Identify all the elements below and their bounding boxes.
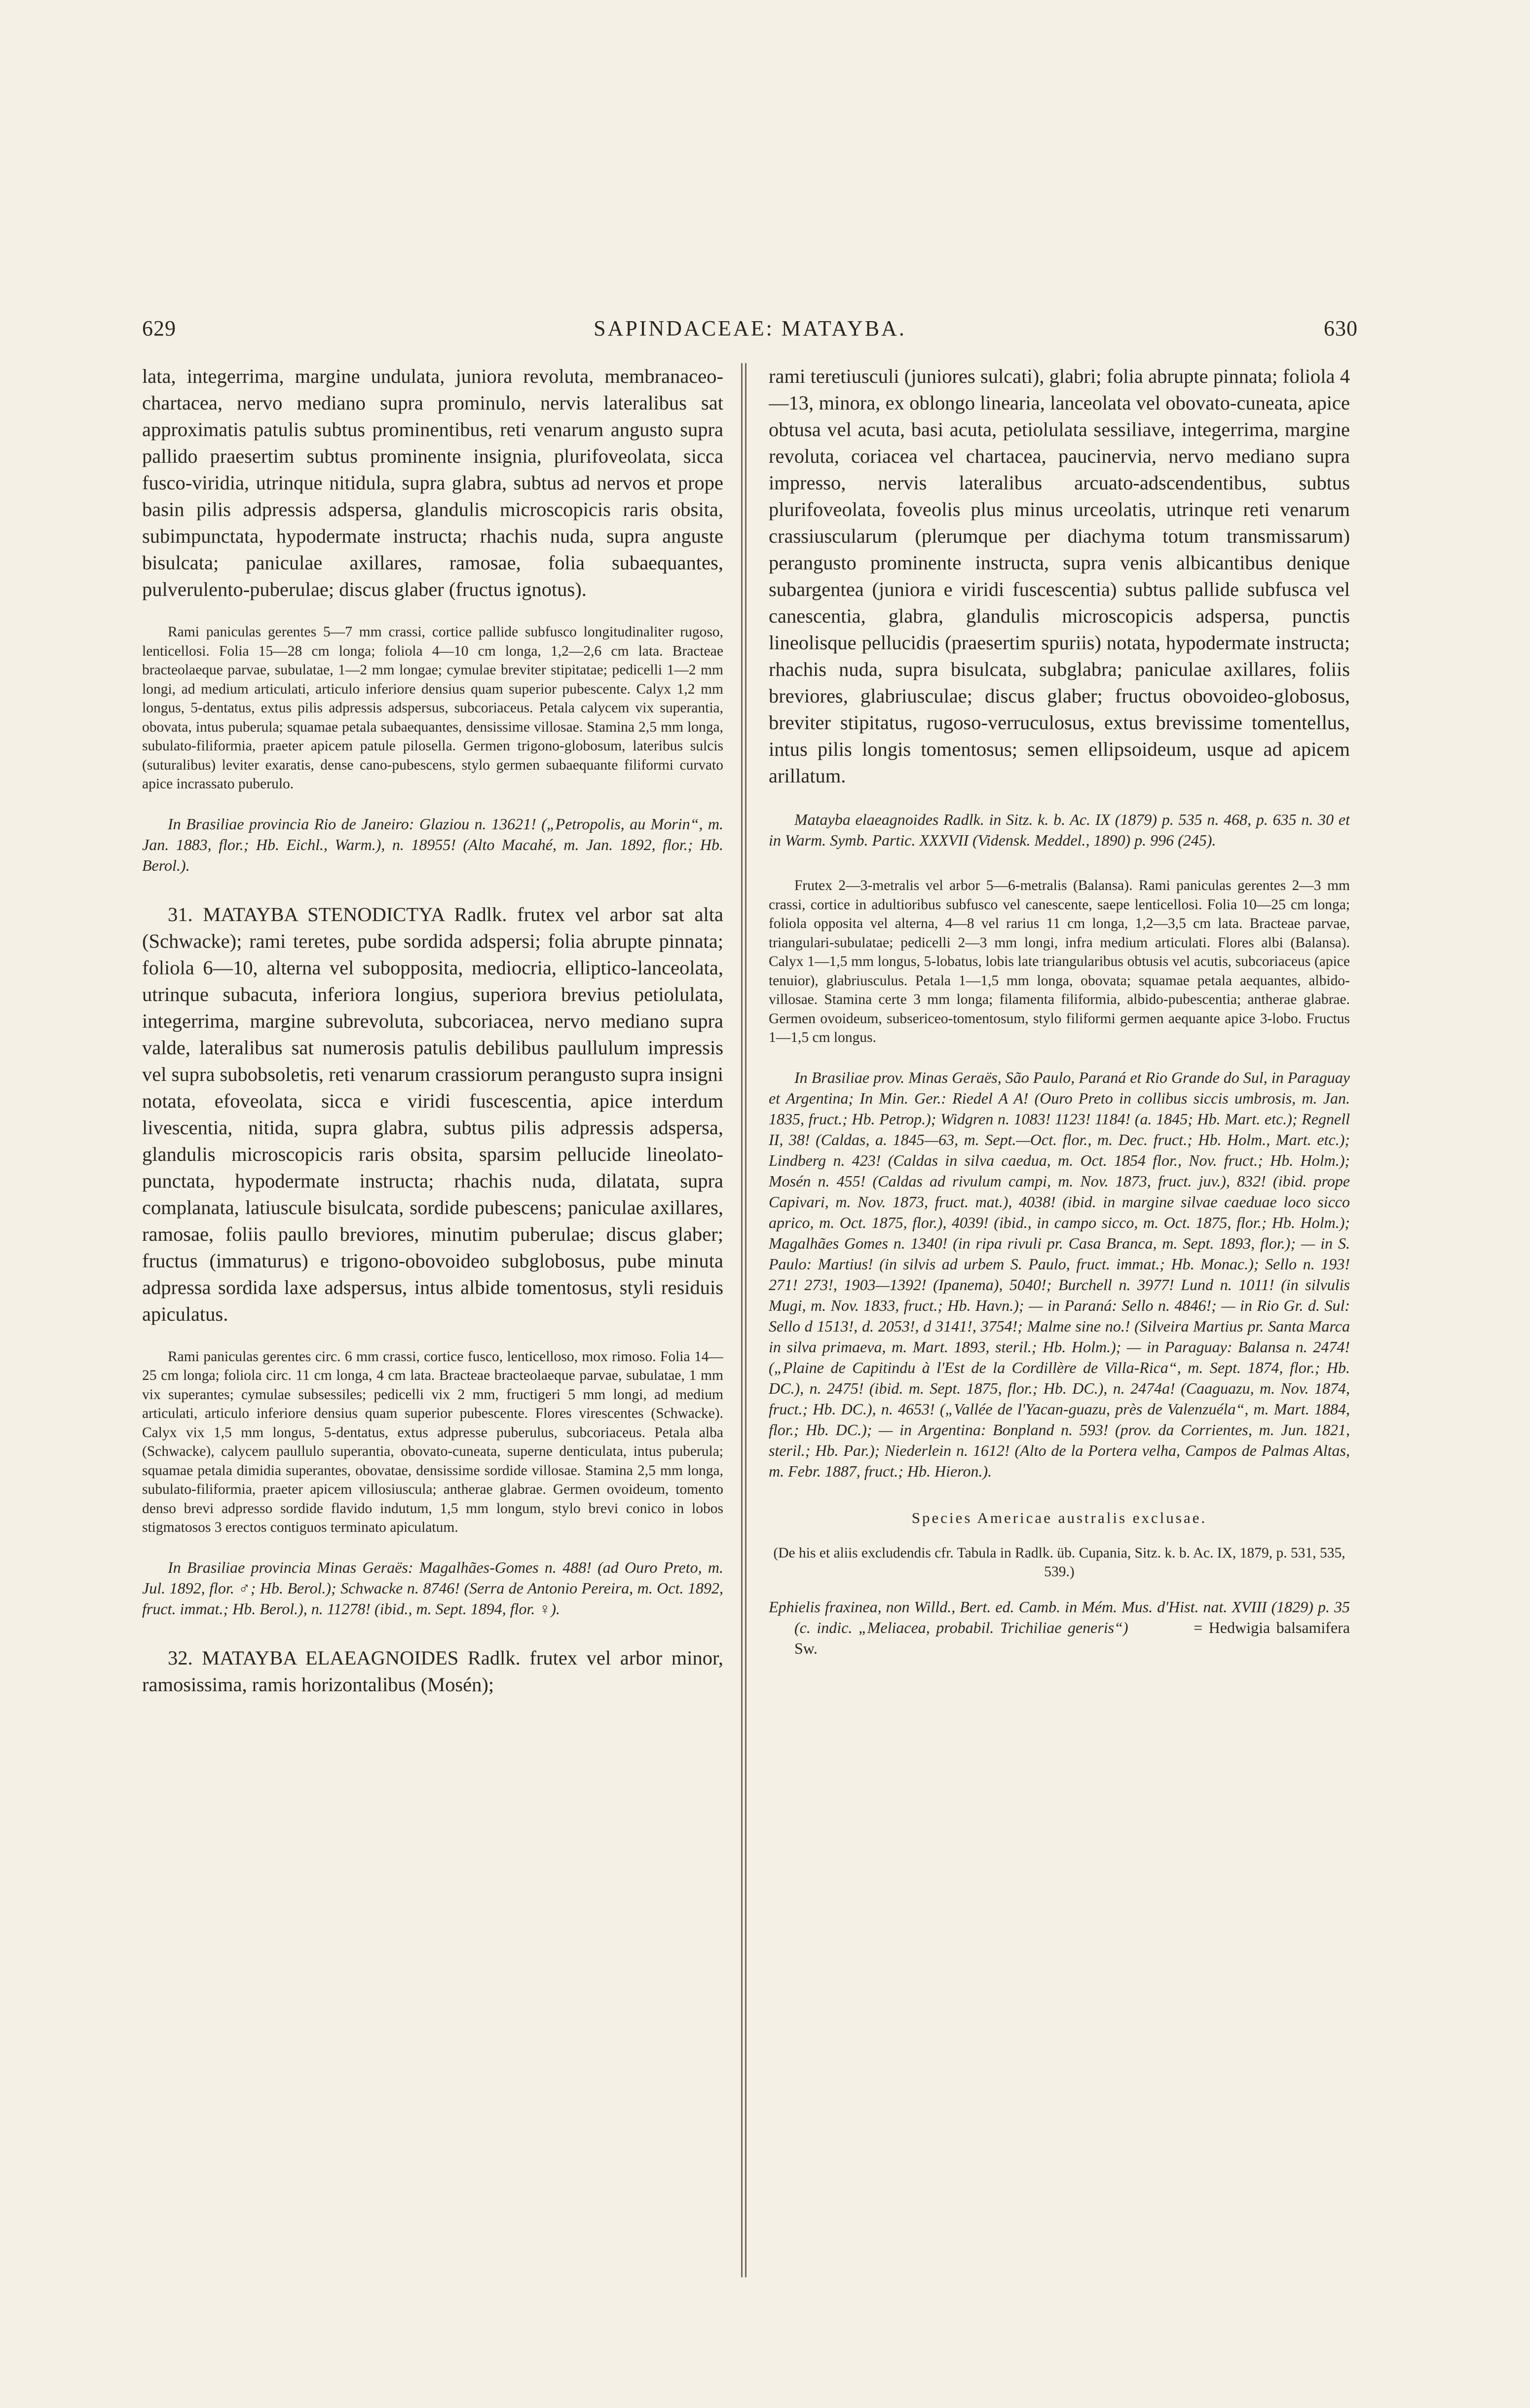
species-32-citation: Matayba elaeagnoides Radlk. in Sitz. k. b. Ac. IX (1879) p. 535 n. 468, p. 635 n. 30 et in Warm. Symb. Partic. XXXVII (Vidensk. Meddel., 1890) p. 996 (245). bbox=[769, 811, 1350, 849]
species-31-description: 31. MATAYBA STENODICTYA Radlk. frutex vel arbor sat alta (Schwacke); rami teretes, pube sordida adspersi; folia abrupte pinnata; foliola 6—10, alterna vel subopposita, mediocria, elliptico-lanceolata, utrinque subacuta, inferiora longius, superiora brevius petiolulata, integerrima, margine subrevoluta, subcoriacea, nervo mediano supra valde, lateralibus sat numerosis patulis debilibus paullulum impressis vel supra subobsoletis, reti venarum crassiorum perangusto supra insigni notata, efoveolata, sicca e viridi fuscescentia, apice interdum livescentia, nitida, supra glabra, subtus pilis adpressis adspersa, glandulis microscopicis raris obsita, sparsim pellucide lineolato-punctata, hypodermate instructa; rhachis nuda, dilatata, supra complanata, latiuscule bisulcata, sordide pubescens; paniculae axillares, ramosae, foliis paullo breviores, minutim puberulae; discus glaber; fructus (immaturus) e trigono-obovoideo subglobosus, pube minuta adpressa sordida laxe adspersus, intus albide tomentosus, styli residuis apiculatus. bbox=[142, 903, 723, 1325]
detail-paragraph-stenodictya-prev: Rami paniculas gerentes 5—7 mm crassi, cortice pallide subfusco longitudinaliter rugoso, lenticellosi. Folia 15—28 cm longa; foliola 4—10 cm longa, 1,2—2,6 cm lata. Bracteae bracteolaeque parvae, subulatae, 1—2 mm longae; cymulae breviter stipitatae; pedicelli 1—2 mm longi, ad medium articulati, articulo inferiore densius quam superior pubescente. Calyx 1,2 mm longus, 5-dentatus, extus pilis adpressis adspersus, subcoriaceus. Petala calycem vix superantia, obovata, intus puberula; squamae petala subaequantes, densissime villosae. Stamina 2,5 mm longa, subulato-filiformia, praeter apicem patule pilosella. Germen trigono-globosum, lateribus sulcis (suturalibus) leviter exaratis, dense cano-pubescens, stylo germen subaequante filiformi curvato apice incrassato puberulo. bbox=[142, 624, 723, 792]
excluded-species-synonym: = Hedwigia balsamifera Sw. bbox=[794, 1618, 1350, 1657]
species-31-details: Rami paniculas gerentes circ. 6 mm crassi, cortice fusco, lenticelloso, mox rimoso. Folia 14—25 cm longa; foliola circ. 11 cm longa, 4 cm lata. Bracteae bracteolaeque parvae, subulatae, 1 mm vix superantes; cymulae subsessiles; pedicelli vix 2 mm, fructigeri 5 mm longi, ad medium articulati, articulo inferiore densius quam superior pubescente. Flores virescentes (Schwacke). Calyx vix 1,5 mm longus, 5-dentatus, extus adpresse puberulus, subcoriaceus. Petala alba (Schwacke), calycem paullulo superantia, obovato-cuneata, superne denticulata, intus puberula; squamae petala dimidia superantes, obovatae, densissime sordide villosae. Stamina 2,5 mm longa, subulato-filiformia, praeter apicem villosiuscula; antherae glabrae. Germen ovoideum, tomento denso brevi adpresso sordide flavido indutum, 1,5 mm longum, stylo brevi conico in lobos stigmatosos 3 erectos contiguos terminato apiculatum. bbox=[142, 1348, 723, 1535]
species-31-localities: In Brasiliae provincia Minas Geraës: Magalhães-Gomes n. 488! (ad Ouro Preto, m. Jul. 1892, flor. ♂; Hb. Berol.); Schwacke n. 8746! (Serra de Antonio Pereira, m. Oct. 1892, fruct. immat.; Hb. Berol.), n. 11278! (ibid., m. Sept. 1894, flor. ♀). bbox=[142, 1558, 723, 1618]
excluded-species-heading: Species Americae australis exclusae. bbox=[911, 1509, 1207, 1526]
species-32-localities: In Brasiliae prov. Minas Geraës, São Paulo, Paraná et Rio Grande do Sul, in Paraguay et Argentina; In Min. Ger.: Riedel A A! (Ouro Preto in collibus siccis umbrosis, m. Jan. 1835, fruct.; Hb. Petrop.); Widgren n. 1083! 1123! 1184! (a. 1845; Hb. Mart. etc.); Regnell II, 38! (Caldas, a. 1845—63, m. Sept.—Oct. flor., m. Dec. fruct.; Hb. Holm., Mart. etc.); Lindberg n. 423! (Caldas in silva caedua, m. Oct. 1854 flor., Nov. fruct.; Hb. Holm.); Mosén n. 455! (Caldas ad rivulum campi, m. Nov. 1873, fruct. juv.), 832! (ibid. prope Capivari, m. Nov. 1873, fruct. mat.), 4038! (ibid. in margine silvae caeduae loco sicco aprico, m. Oct. 1875, flor.), 4039! (ibid., in campo sicco, m. Oct. 1875, flor.; Hb. Holm.); Magalhães Gomes n. 1340! (in ripa rivuli pr. Casa Branca, m. Sept. 1893, flor.); — in S. Paulo: Martius! (in silvis ad urbem S. Paulo, fruct. immat.; Hb. Monac.); Sello n. 193! 271! 273!, 1903—1392! (Ipanema), 5040!; Burchell n. 3977! Lund n. 1011! (in silvulis Mugi, m. Nov. 1833, fruct.; Hb. Havn.); — in Paraná: Sello n. 4846!; — in Rio Gr. d. Sul: Sello d 1513!, d. 2053!, d 3141!, 3754!; Malme sine no.! (Silveira Martius pr. Santa Marca in silva primaeva, m. Mart. 1893, steril.; Hb. Holm.); — in Paraguay: Balansa n. 2474! („Plaine de Capitindu à l'Est de la Cordillère de Villa-Rica“, m. Sept. 1874, flor.; Hb. DC.), n. 2475! (ibid. m. Sept. 1875, flor.; Hb. DC.), n. 2474a! (Caaguazu, m. Nov. 1874, fruct.; Hb. DC.), n. 4653! („Vallée de l'Yacan-guazu, près de Valenzuéla“, m. Mart. 1884, flor.; Hb. DC.); — in Argentina: Bonpland n. 593! (prov. da Corrientes, m. Jun. 1821, steril.; Hb. Par.); Niederlein n. 1612! (Alto de la Portera velha, Campos de Palmas Altas, m. Febr. 1887, fruct.; Hb. Hieron.). bbox=[769, 1068, 1350, 1480]
column-divider-line-2 bbox=[745, 363, 746, 2277]
species-32-description-continued: rami teretiusculi (juniores sulcati), glabri; folia abrupte pinnata; foliola 4—13, minora, ex oblongo linearia, lanceolata vel obovato-cuneata, apice obtusa vel acuta, basi acuta, petiolulata sessiliave, integerrima, margine revoluta, coriacea vel chartacea, paucinervia, nervo mediano supra impresso, nervis lateralibus arcuato-adscendentibus, subtus plurifoveolata, foveolis plus minus urceolatis, utrinque reti venarum crassiuscularum (plerumque per diachyma totum transmissarum) perangusto prominente instructa, supra venis albicantibus denique subargentea (juniora e viridi fuscescentia) subtus pallide subfusca vel canescentia, glabra, glandulis microscopicis adspersa, punctis lineolisque pellucidis (praesertim spuriis) notata, hypodermate instructa; rhachis nuda, supra bisulcata, subglabra; paniculae axillares, foliis breviores, glabriusculae; discus glaber; fructus obovoideo-globosus, breviter stipitatus, rugoso-verruculosus, extus brevissime tomentellus, intus pilis longis tomentosus; semen ellipsoideum, usque ad apicem arillatum. bbox=[769, 365, 1350, 787]
page-number-right: 630 bbox=[1324, 316, 1358, 340]
description-continued: lata, integerrima, margine undulata, juniora revoluta, membranaceo-chartacea, nervo mediano supra prominulo, nervis lateralibus sat approximatis patulis subtus prominentibus, reti venarum angusto supra pallido praesertim subtus prominente insignia, plurifoveolata, sicca fusco-viridia, utrinque nitidula, supra glabra, subtus ad nervos et prope basin pilis adpressis adspersa, glandulis microscopicis raris obsita, subimpunctata, hypodermate instructa; rhachis nuda, supra anguste bisulcata; paniculae axillares, ramosae, folia subaequantes, pulverulento-puberulae; discus glaber (fructus ignotus). bbox=[142, 365, 723, 600]
right-column bbox=[769, 363, 1350, 2287]
left-column bbox=[142, 363, 723, 2287]
species-32-details: Frutex 2—3-metralis vel arbor 5—6-metralis (Balansa). Rami paniculas gerentes 2—3 mm crassi, cortice in adultioribus subfusco vel canescente, saepe lenticellosi. Folia 10—25 cm longa; foliola opposita vel alterna, 4—8 vel rarius 11 cm longa, 1,2—3,5 cm lata. Bracteae parvae, triangulari-subulatae; pedicelli 2—3 mm longi, infra medium articulati. Flores albi (Balansa). Calyx 1—1,5 mm longus, 5-lobatus, lobis late triangularibus obtusis vel acutis, subcoriaceus (apice tenuior), glabriusculus. Petala 1—1,5 mm longa, obovata; squamae petala aequantes, albido-villosae. Stamina certe 3 mm longa; filamenta filiformia, albido-pubescentia; antherae glabrae. Germen ovoideum, subsericeo-tomentosum, stylo filiformi germen aequante apice 3-lobo. Fructus 1—1,5 cm longus. bbox=[769, 878, 1350, 1045]
excluded-species-entry bbox=[769, 1596, 1350, 1659]
excluded-species-note: (De his et aliis excludendis cfr. Tabula in Radlk. üb. Cupania, Sitz. k. b. Ac. IX, 1879, p. 531, 535, 539.) bbox=[773, 1545, 1345, 1580]
page-header bbox=[142, 316, 1358, 345]
page-number-left: 629 bbox=[142, 316, 176, 340]
column-divider-line-1 bbox=[741, 363, 743, 2277]
excluded-species-name: Ephielis fraxinea, non Willd., Bert. ed. Camb. in Mém. Mus. d'Hist. nat. XVIII (1829) p. 35 (c. indic. „Meliacea, probabil. Trichiliae generis“) bbox=[769, 1597, 1350, 1636]
running-title: SAPINDACEAE: MATAYBA. bbox=[594, 316, 906, 340]
specimen-locality-paragraph: In Brasiliae provincia Rio de Janeiro: Glaziou n. 13621! („Petropolis, au Morin“, m. Jan. 1883, flor.; Hb. Eichl., Warm.), n. 18955! (Alto Macahé, m. Jan. 1892, flor.; Hb. Berol.). bbox=[142, 815, 723, 874]
species-32-description-start: 32. MATAYBA ELAEAGNOIDES Radlk. frutex vel arbor minor, ramosissima, ramis horizontalibus (Mosén); bbox=[142, 1646, 723, 1696]
